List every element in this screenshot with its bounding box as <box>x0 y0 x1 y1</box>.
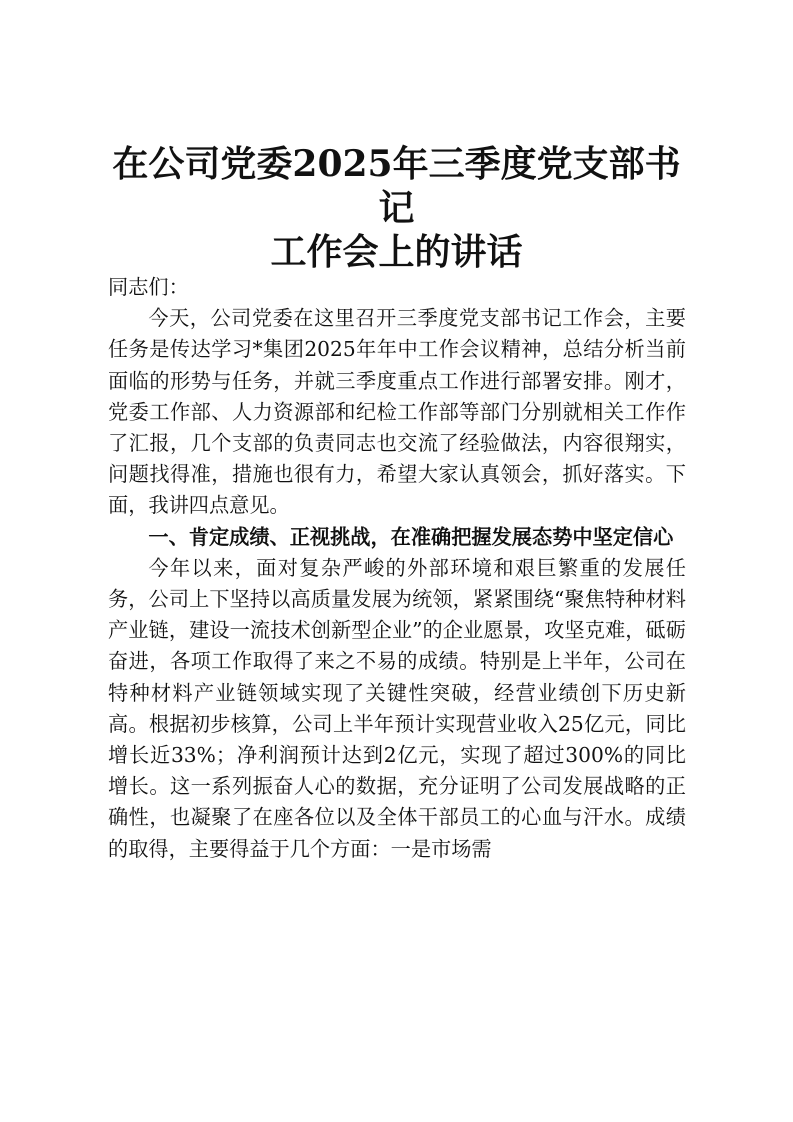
document-title <box>96 142 697 274</box>
title-line-1: 在公司党委2025年三季度党支部书记 <box>112 143 681 229</box>
document-body <box>108 272 686 865</box>
salutation: 同志们： <box>108 275 189 299</box>
section-heading: 一、肯定成绩、正视挑战，在准确把握发展态势中坚定信心 <box>148 524 674 549</box>
title-line-2: 工作会上的讲话 <box>270 231 523 273</box>
opening-paragraph: 今天，公司党委在这里召开三季度党支部书记工作会，主要任务是传达学习*集团2025年年中工作会议精神，总结分析当前面临的形势与任务，并就三季度重点工作进行部署安排。刚才，党委工作部、人力资源部和纪检工作部等部门分别就相关工作作了汇报，几个支部的负责同志也交流了经验做法，内容很翔实，问题找得准，措施也很有力，希望大家认真领会，抓好落实。下面，我讲四点意见。 <box>108 306 686 518</box>
section-paragraph: 今年以来，面对复杂严峻的外部环境和艰巨繁重的发展任务，公司上下坚持以高质量发展为统领，紧紧围绕“聚焦特种材料产业链，建设一流技术创新型企业”的企业愿景，攻坚克难，砥砺奋进，各项工作取得了来之不易的成绩。特别是上半年，公司在特种材料产业链领域实现了关键性突破，经营业绩创下历史新高。根据初步核算，公司上半年预计实现营业收入25亿元，同比增长近33%；净利润预计达到2亿元，实现了超过300%的同比增长。这一系列振奋人心的数据，充分证明了公司发展战略的正确性，也凝聚了在座各位以及全体干部员工的心血与汗水。成绩的取得，主要得益于几个方面：一是市场需 <box>108 555 686 861</box>
